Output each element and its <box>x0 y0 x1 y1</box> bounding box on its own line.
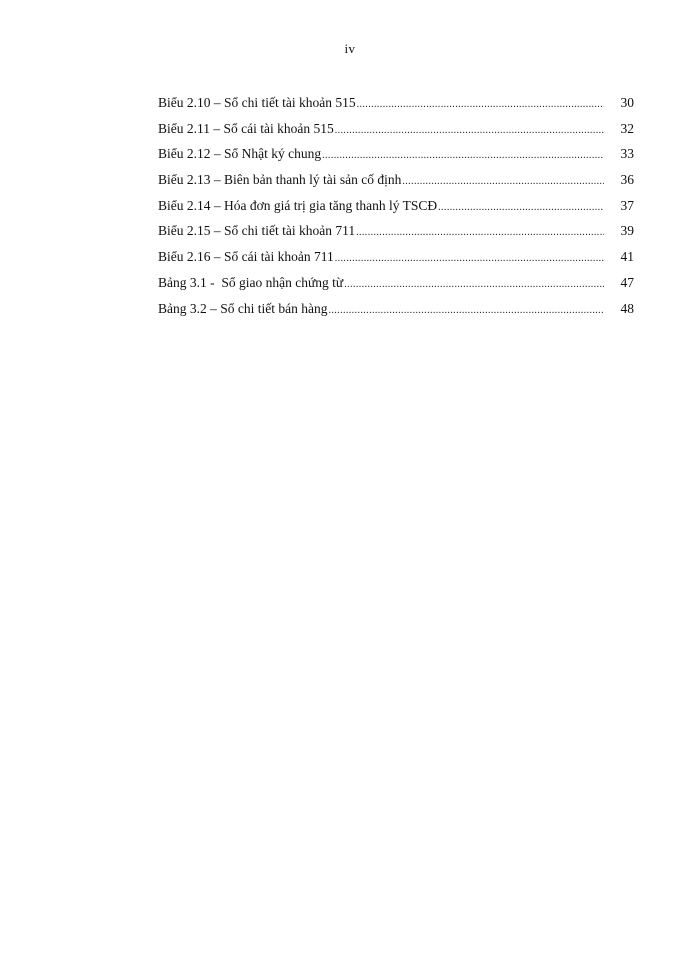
toc-entry-label: Biểu 2.12 – Sổ Nhật ký chung <box>158 146 322 162</box>
toc-entry-label: Biểu 2.11 – Sổ cái tài khoản 515 <box>158 120 334 136</box>
toc-entry-page: 30 <box>620 95 634 110</box>
toc-entry <box>158 172 634 198</box>
toc-entry-page: 41 <box>620 249 634 265</box>
toc-entry-page: 39 <box>620 223 634 239</box>
table-of-figures <box>158 95 634 326</box>
toc-entry <box>158 275 634 301</box>
dot-leader <box>402 176 604 187</box>
toc-entry-label: Bảng 3.2 – Sổ chi tiết bán hàng <box>158 300 328 316</box>
dot-leader <box>344 279 604 290</box>
page-number: iv <box>344 41 356 56</box>
dot-leader <box>438 202 604 213</box>
dot-leader <box>335 125 604 136</box>
toc-entry <box>158 146 634 172</box>
toc-entry-page: 37 <box>620 197 634 213</box>
toc-entry-label: Biểu 2.14 – Hóa đơn giá trị gia tăng thanh lý TSCĐ <box>158 197 438 213</box>
toc-entry <box>158 223 634 249</box>
toc-entry-label: Biểu 2.16 – Sổ cái tài khoản 711 <box>158 249 334 265</box>
toc-entry <box>158 301 634 327</box>
toc-entry-label: Bảng 3.1 - Sổ giao nhận chứng từ <box>158 274 344 290</box>
dot-leader <box>322 150 604 161</box>
toc-entry <box>158 198 634 224</box>
dot-leader <box>328 305 604 316</box>
toc-entry-page: 33 <box>620 146 634 162</box>
dot-leader <box>356 227 604 238</box>
toc-entry-label: Biểu 2.10 – Sổ chi tiết tài khoản 515 <box>158 95 356 110</box>
dot-leader <box>335 253 604 264</box>
toc-entry <box>158 249 634 275</box>
toc-entry <box>158 95 634 121</box>
toc-entry-page: 47 <box>620 274 634 290</box>
toc-entry-page: 48 <box>620 300 634 316</box>
toc-entry <box>158 121 634 147</box>
toc-entry-label: Biểu 2.13 – Biên bản thanh lý tài sản cố định <box>158 172 402 188</box>
toc-entry-page: 36 <box>620 172 634 188</box>
toc-entry-page: 32 <box>620 120 634 136</box>
toc-entry-label: Biểu 2.15 – Sổ chi tiết tài khoản 711 <box>158 223 356 239</box>
dot-leader <box>357 99 604 110</box>
